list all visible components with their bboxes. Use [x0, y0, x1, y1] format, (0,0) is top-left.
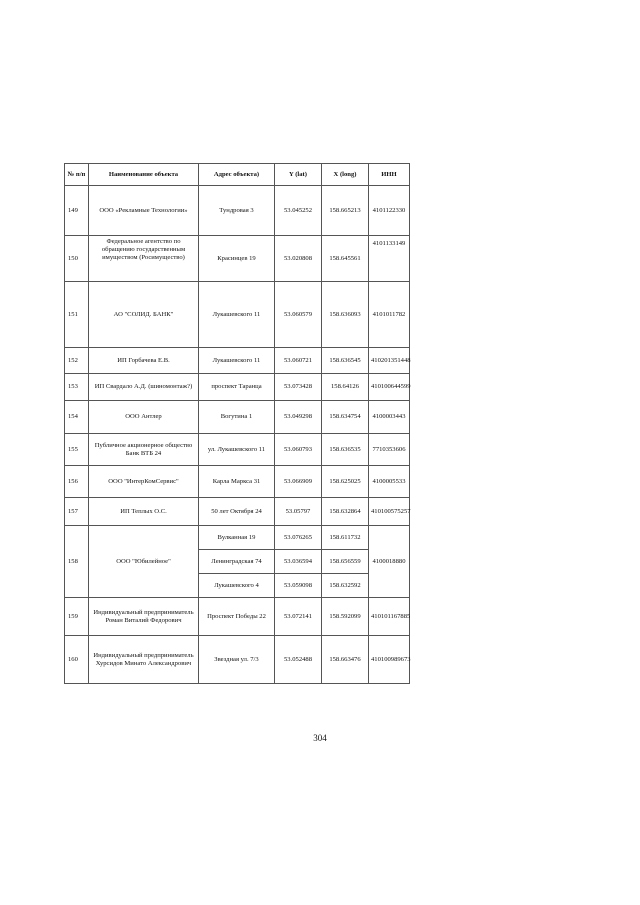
row-num: 151	[65, 282, 89, 348]
row-address: 50 лет Октября 24	[199, 498, 275, 526]
row-inn: 7710353606	[369, 434, 410, 466]
row-num: 152	[65, 348, 89, 374]
row-lat: 53.020808	[275, 236, 322, 282]
row-lat: 53.036594	[275, 550, 322, 574]
table-row-group-158	[65, 526, 410, 550]
row-address: Проспект Победы 22	[199, 598, 275, 636]
row-address: Красинцев 19	[199, 236, 275, 282]
row-inn: 410100575257	[369, 498, 410, 526]
row-inn: 410201351448	[369, 348, 410, 374]
row-lat: 53.059098	[275, 574, 322, 598]
row-long: 158.632592	[322, 574, 369, 598]
row-name: ИП Горбачева Е.В.	[89, 348, 199, 374]
column-header-num: № п/п	[65, 164, 89, 186]
row-inn: 4100005533	[369, 466, 410, 498]
row-address: Ленинградская 74	[199, 550, 275, 574]
page-number: 304	[313, 733, 327, 743]
row-name: ООО "ИнтерКомСервис"	[89, 466, 199, 498]
row-long: 158.632864	[322, 498, 369, 526]
row-name: ИП Теплых О.С.	[89, 498, 199, 526]
row-num: 157	[65, 498, 89, 526]
column-header-name: Наименование объекта	[89, 164, 199, 186]
column-header-lat: Y (lat)	[275, 164, 322, 186]
table-row	[65, 598, 410, 636]
row-long: 158.636535	[322, 434, 369, 466]
row-long: 158.663476	[322, 636, 369, 684]
row-inn: 4100003443	[369, 401, 410, 434]
row-inn: 410100644599	[369, 374, 410, 401]
row-lat: 53.060793	[275, 434, 322, 466]
row-inn: 4101011782	[369, 282, 410, 348]
row-long: 158.625025	[322, 466, 369, 498]
row-long: 158.611732	[322, 526, 369, 550]
row-address: Лукашевского 4	[199, 574, 275, 598]
row-num: 153	[65, 374, 89, 401]
table-row	[65, 498, 410, 526]
row-address: Лукашевского 11	[199, 282, 275, 348]
row-address: Вогутина 1	[199, 401, 275, 434]
row-address: Вулканная 19	[199, 526, 275, 550]
row-long: 158.645561	[322, 236, 369, 282]
row-name: Федеральное агентство по обращению государственным имуществом (Росимущество)	[89, 236, 199, 282]
row-long: 158.592099	[322, 598, 369, 636]
table-row	[65, 636, 410, 684]
row-long: 158.636093	[322, 282, 369, 348]
row-num: 150	[65, 236, 89, 282]
row-lat: 53.060579	[275, 282, 322, 348]
row-num: 149	[65, 186, 89, 236]
row-lat: 53.073428	[275, 374, 322, 401]
row-name: ООО "Юбилейное"	[89, 526, 199, 598]
row-lat: 53.045252	[275, 186, 322, 236]
row-inn: 4101122330	[369, 186, 410, 236]
row-address: Карла Маркса 31	[199, 466, 275, 498]
row-long: 158.634754	[322, 401, 369, 434]
row-num: 156	[65, 466, 89, 498]
table-row	[65, 374, 410, 401]
table-row	[65, 466, 410, 498]
column-header-long: X (long)	[322, 164, 369, 186]
row-inn: 410101167885	[369, 598, 410, 636]
row-address: Звездная ул. 7/3	[199, 636, 275, 684]
row-address: проспект Таранца	[199, 374, 275, 401]
row-lat: 53.066909	[275, 466, 322, 498]
row-name: ИП Свардало А.Д. (шиномонтаж?)	[89, 374, 199, 401]
column-header-address: Адрес объекта)	[199, 164, 275, 186]
row-address: ул. Лукашевского 11	[199, 434, 275, 466]
row-lat: 53.049298	[275, 401, 322, 434]
row-lat: 53.060721	[275, 348, 322, 374]
row-long: 158.636545	[322, 348, 369, 374]
row-name: Публичное акционерное общество Банк ВТБ 24	[89, 434, 199, 466]
table-row	[65, 434, 410, 466]
table-row	[65, 348, 410, 374]
row-lat: 53.072141	[275, 598, 322, 636]
row-num: 159	[65, 598, 89, 636]
table-row	[65, 401, 410, 434]
row-lat: 53.052488	[275, 636, 322, 684]
row-lat: 53.05797	[275, 498, 322, 526]
row-num: 154	[65, 401, 89, 434]
table-header-row	[65, 164, 410, 186]
row-num: 160	[65, 636, 89, 684]
objects-table	[64, 163, 410, 684]
row-long: 158.665213	[322, 186, 369, 236]
row-long: 158.64126	[322, 374, 369, 401]
row-inn: 410100989673	[369, 636, 410, 684]
row-long: 158.656559	[322, 550, 369, 574]
row-lat: 53.076265	[275, 526, 322, 550]
row-address: Лукашевского 11	[199, 348, 275, 374]
row-inn: 4100018880	[369, 526, 410, 598]
row-num: 158	[65, 526, 89, 598]
row-num: 155	[65, 434, 89, 466]
table-row	[65, 186, 410, 236]
row-name: АО "СОЛИД. БАНК"	[89, 282, 199, 348]
row-name: Индивидуальный предприниматель Хурсидов Минато Александрович	[89, 636, 199, 684]
row-inn: 4101133149	[369, 236, 410, 282]
table-row	[65, 282, 410, 348]
row-address: Тундровая 3	[199, 186, 275, 236]
row-name: ООО Антлер	[89, 401, 199, 434]
row-name: Индивидуальный предприниматель Роман Виталий Федорович	[89, 598, 199, 636]
column-header-inn: ИНН	[369, 164, 410, 186]
row-name: ООО «Рекламные Технологии»	[89, 186, 199, 236]
table-row	[65, 236, 410, 282]
